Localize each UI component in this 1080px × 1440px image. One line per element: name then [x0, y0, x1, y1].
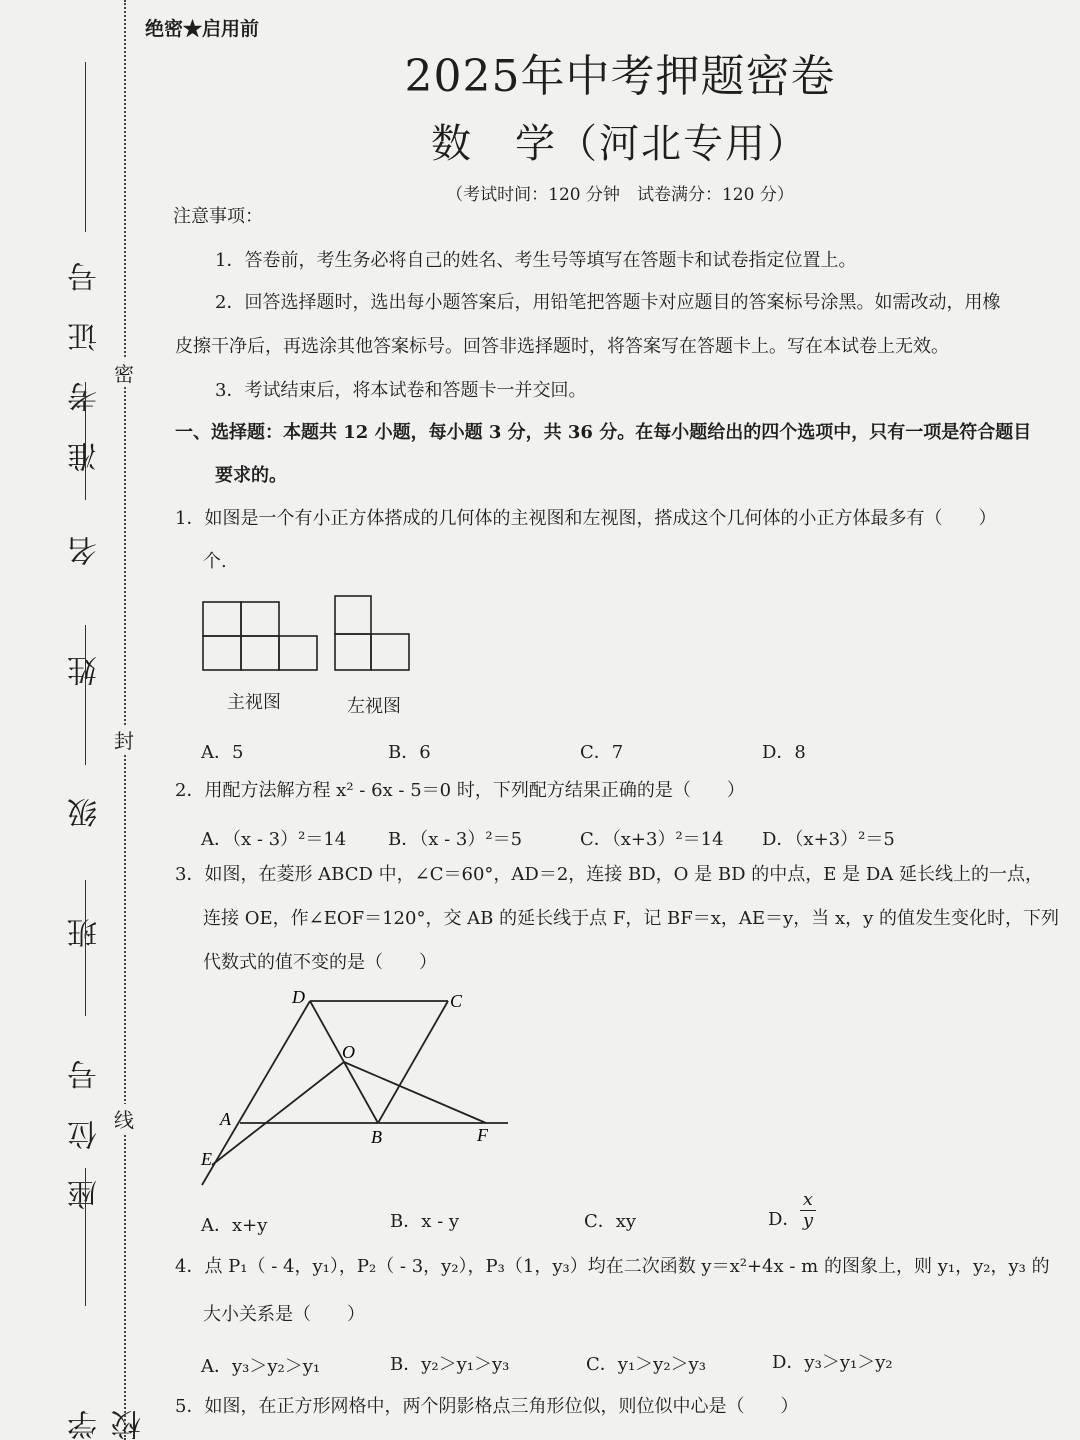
segment-oe	[212, 1062, 344, 1165]
front-view-square	[241, 602, 279, 636]
label-b: B	[371, 1127, 382, 1147]
q1-text-line1: 1．如图是一个有小正方体搭成的几何体的主视图和左视图，搭成这个几何体的小正方体最多有（ ）	[175, 508, 997, 529]
q4-option-d: D．y₃＞y₁＞y₂	[772, 1352, 893, 1373]
left-view-caption: 左视图	[347, 696, 401, 717]
q1-option-a: A．5	[201, 742, 244, 763]
exam-title: 2025年中考押题密卷	[404, 51, 836, 102]
exam-meta: （考试时间：120 分钟 试卷满分：120 分）	[446, 185, 794, 205]
q2-option-c: C．（x+3）²＝14	[580, 829, 724, 850]
exam-subtitle: 数 学（河北专用）	[431, 121, 809, 167]
name-label: 姓 名	[68, 506, 103, 686]
notice-item-3: 3．考试结束后，将本试卷和答题卡一并交回。	[215, 380, 587, 401]
q2-option-b: B．（x - 3）²＝5	[388, 829, 523, 850]
front-view-square	[241, 636, 279, 670]
school-label: 学 校	[68, 1320, 147, 1440]
left-view-figure	[335, 596, 409, 670]
left-view-square	[371, 634, 409, 670]
q3-option-d-prefix: D．	[768, 1209, 801, 1230]
class-label: 班 级	[68, 768, 103, 948]
label-o: O	[342, 1042, 355, 1062]
notice-item-2b: 皮擦干净后，再选涂其他答案标号。回答非选择题时，将答案写在答题卡上。写在本试卷上无效。	[175, 336, 949, 357]
q3-option-d-fraction	[800, 1190, 816, 1231]
q2-option-a: A．（x - 3）²＝14	[201, 829, 347, 850]
q1-option-d: D．8	[762, 742, 806, 763]
binding-dotted-line	[124, 0, 126, 1440]
label-f: F	[477, 1125, 488, 1145]
q3-option-a: A．x+y	[201, 1215, 268, 1236]
class-underline	[85, 625, 86, 765]
section-heading-line2: 要求的。	[215, 465, 287, 486]
q4-text-line2: 大小关系是（ ）	[203, 1304, 365, 1325]
seal-char-xian: 线	[114, 1104, 134, 1133]
q3-text-line1: 3．如图，在菱形 ABCD 中，∠C＝60°，AD＝2，连接 BD，O 是 BD 的中点，E 是 DA 延长线上的一点，	[175, 864, 1043, 885]
segment-of	[344, 1062, 486, 1123]
q1-option-b: B．6	[388, 742, 431, 763]
seal-char-feng: 封	[114, 725, 134, 754]
q2-option-d: D．（x+3）²＝5	[762, 829, 895, 850]
q4-text-line1: 4．点 P₁（ - 4，y₁），P₂（ - 3，y₂），P₃（1，y₃）均在二次函数 y＝x²+4x - m 的图象上，则 y₁，y₂，y₃ 的	[175, 1256, 1050, 1277]
q5-text: 5．如图，在正方形网格中，两个阴影格点三角形位似，则位似中心是（ ）	[175, 1396, 799, 1417]
notice-heading: 注意事项：	[173, 206, 263, 227]
label-c: C	[450, 991, 463, 1011]
school-underline	[85, 1168, 86, 1306]
label-d: D	[292, 987, 305, 1007]
label-e: E	[201, 1149, 212, 1169]
q3-text-line2: 连接 OE，作∠EOF＝120°，交 AB 的延长线于点 F，记 BF＝x，AE＝y，当 x，y 的值发生变化时，下列	[203, 908, 1059, 929]
ticket-label: 准考证号	[68, 232, 103, 472]
front-view-square	[203, 602, 241, 636]
left-view-square	[335, 596, 371, 634]
front-view-square	[279, 636, 317, 670]
segment-cb	[378, 1001, 448, 1123]
q3-rhombus-figure	[190, 985, 520, 1190]
q3-text-line3: 代数式的值不变的是（ ）	[203, 952, 437, 973]
front-view-square	[203, 636, 241, 670]
q1-views-figure	[195, 590, 425, 680]
q1-option-c: C．7	[580, 742, 624, 763]
line-de	[202, 1001, 310, 1185]
seal-char-mi: 密	[114, 358, 134, 387]
notice-item-2a: 2．回答选择题时，选出每小题答案后，用铅笔把答题卡对应题目的答案标号涂黑。如需改动，用橡	[215, 292, 1001, 313]
q4-option-c: C．y₁＞y₂＞y₃	[586, 1354, 706, 1375]
q1-text-line2: 个.	[203, 551, 227, 572]
q4-option-b: B．y₂＞y₁＞y₃	[390, 1354, 510, 1375]
q3-option-b: B．x - y	[390, 1211, 460, 1232]
q3-option-c: C．xy	[584, 1211, 637, 1232]
seat-underline	[85, 880, 86, 1016]
front-view-caption: 主视图	[227, 692, 281, 713]
seat-label: 座位号	[68, 1030, 103, 1210]
q3-option-d-denominator: y	[802, 1210, 814, 1231]
q2-text: 2．用配方法解方程 x² - 6x - 5＝0 时，下列配方结果正确的是（ ）	[175, 780, 745, 801]
left-view-square	[335, 634, 371, 670]
secret-mark: 绝密★启用前	[145, 18, 260, 40]
q4-option-a: A．y₃＞y₂＞y₁	[201, 1356, 321, 1377]
front-view-figure	[203, 602, 317, 670]
q3-option-d-numerator: x	[800, 1190, 816, 1211]
notice-item-1: 1．答卷前，考生务必将自己的姓名、考生号等填写在答题卡和试卷指定位置上。	[215, 250, 857, 271]
name-underline	[85, 382, 86, 500]
label-a: A	[220, 1109, 231, 1129]
section-heading-line1: 一、选择题：本题共 12 小题，每小题 3 分，共 36 分。在每小题给出的四个选项中，只有一项是符合题目	[175, 422, 1032, 443]
